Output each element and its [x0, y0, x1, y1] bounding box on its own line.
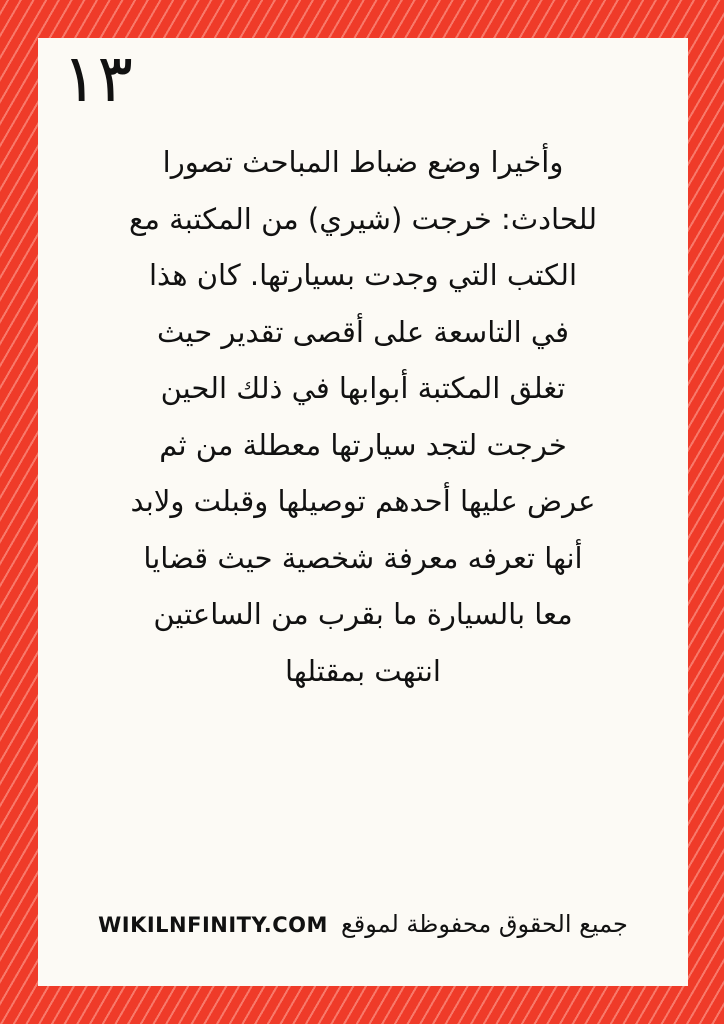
copyright-footer: [38, 910, 688, 938]
rights-text: جميع الحقوق محفوظة لموقع: [340, 910, 628, 938]
paragraph-line: خرجت لتجد سيارتها معطلة من ثم: [159, 427, 567, 462]
site-name: WIKILNFINITY.COM: [98, 913, 328, 937]
paragraph-line: عرض عليها أحدهم توصيلها وقبلت ولابد: [130, 484, 596, 518]
paragraph-line: وأخيرا وضع ضباط المباحث تصورا: [162, 145, 564, 179]
paragraph-line: أنها تعرفه معرفة شخصية حيث قضايا: [143, 540, 583, 575]
paragraph-line: الكتب التي وجدت بسيارتها. كان هذا: [148, 258, 578, 292]
paragraph-line: تغلق المكتبة أبوابها في ذلك الحين: [160, 371, 566, 405]
story-paragraph: [68, 134, 658, 699]
page-number: ١٣: [62, 40, 133, 117]
paragraph-line: انتهت بمقتلها: [284, 653, 441, 688]
paragraph-line: في التاسعة على أقصى تقدير حيث: [157, 314, 569, 349]
content-card: [38, 38, 688, 986]
paragraph-line: معا بالسيارة ما بقرب من الساعتين: [153, 597, 573, 631]
paragraph-line: للحادث: خرجت (شيري) من المكتبة مع: [128, 201, 598, 236]
